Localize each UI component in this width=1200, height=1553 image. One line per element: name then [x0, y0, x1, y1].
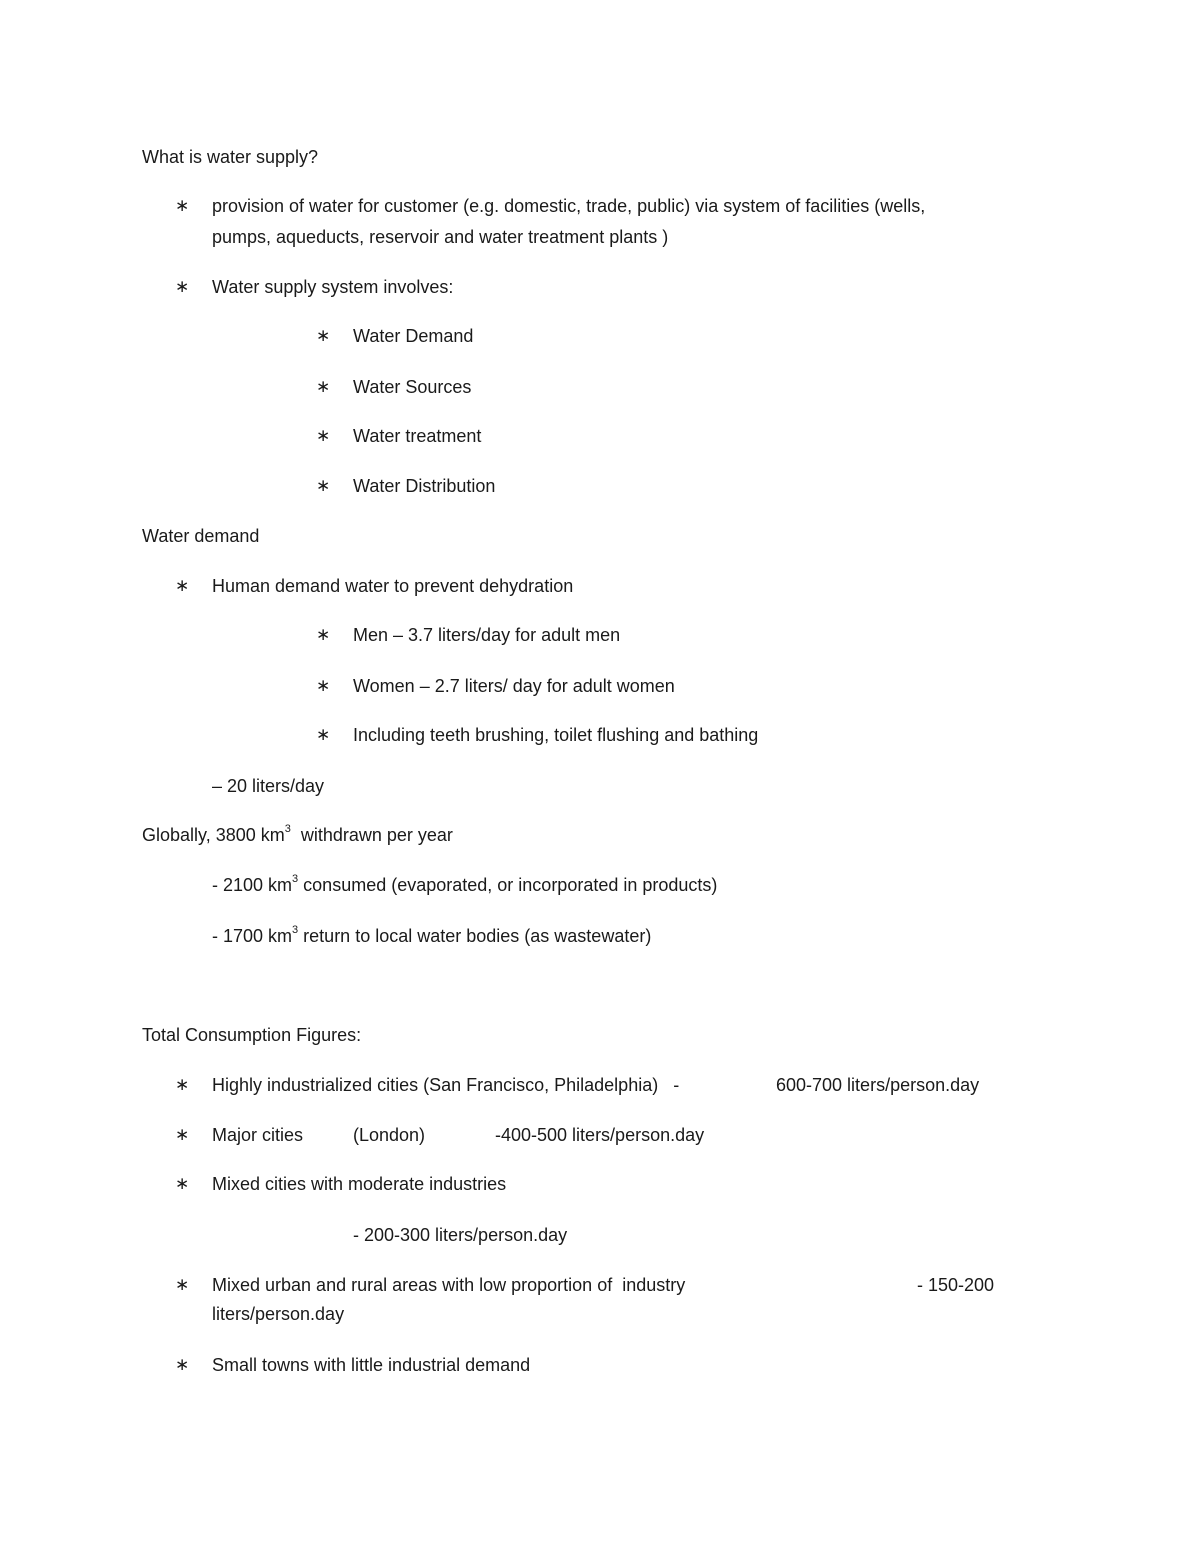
bullet-icon: ∗	[175, 277, 190, 297]
global-withdrawn-suffix: withdrawn per year	[290, 825, 453, 845]
bullet-icon: ∗	[175, 576, 190, 596]
consumption-major-label: Major cities	[212, 1125, 304, 1145]
bullet-icon: ∗	[316, 625, 331, 645]
water-supply-system-involves: Water supply system involves:	[212, 277, 454, 297]
consumption-urban-rural-value: - 150-200	[917, 1275, 995, 1295]
global-withdrawn-sup: 3	[284, 823, 291, 835]
global-return-prefix: - 1700 km	[212, 926, 293, 946]
list-item-water-distribution: Water Distribution	[353, 476, 496, 496]
global-withdrawn-prefix: Globally, 3800 km	[142, 825, 285, 845]
global-withdrawn-line	[142, 823, 453, 847]
bullet-icon: ∗	[316, 326, 331, 346]
consumption-mixed-value: - 200-300 liters/person.day	[353, 1225, 568, 1245]
heading-what-is-water-supply: What is water supply?	[142, 147, 319, 167]
global-consumed-line	[212, 873, 717, 897]
list-item-men: Men – 3.7 liters/day for adult men	[353, 625, 621, 645]
heading-water-demand: Water demand	[142, 526, 260, 546]
bullet-icon: ∗	[175, 1174, 190, 1194]
bullet-icon: ∗	[175, 1355, 190, 1375]
global-consumed-prefix: - 2100 km	[212, 875, 293, 895]
bullet-icon: ∗	[316, 676, 331, 696]
bullet-icon: ∗	[175, 1075, 190, 1095]
human-demand-text: Human demand water to prevent dehydration	[212, 576, 574, 596]
list-item-women: Women – 2.7 liters/ day for adult women	[353, 676, 675, 696]
bullet-icon: ∗	[175, 1275, 190, 1295]
consumption-urban-rural-label: Mixed urban and rural areas with low proportion of industry	[212, 1275, 686, 1295]
list-item-water-treatment: Water treatment	[353, 426, 482, 446]
global-consumed-sup: 3	[292, 873, 299, 885]
list-item-water-demand: Water Demand	[353, 326, 474, 346]
global-consumed-suffix: consumed (evaporated, or incorporated in products)	[298, 875, 718, 895]
water-supply-definition-line2: pumps, aqueducts, reservoir and water treatment plants )	[212, 227, 669, 247]
consumption-industrialized-label: Highly industrialized cities (San Francisco, Philadelphia) -	[212, 1075, 680, 1095]
bullet-icon: ∗	[316, 476, 331, 496]
bullet-icon: ∗	[175, 196, 190, 216]
list-item-including: Including teeth brushing, toilet flushing and bathing	[353, 725, 759, 745]
bullet-icon: ∗	[316, 725, 331, 745]
global-return-line	[212, 924, 651, 948]
consumption-mixed-label: Mixed cities with moderate industries	[212, 1174, 507, 1194]
consumption-industrialized-value: 600-700 liters/person.day	[776, 1075, 980, 1095]
consumption-major-value: -400-500 liters/person.day	[495, 1125, 705, 1145]
consumption-small-towns-label: Small towns with little industrial demand	[212, 1355, 531, 1375]
global-return-suffix: return to local water bodies (as wastewater)	[298, 926, 652, 946]
consumption-urban-rural-cont: liters/person.day	[212, 1304, 345, 1324]
bullet-icon: ∗	[316, 426, 331, 446]
water-supply-definition-line1: provision of water for customer (e.g. domestic, trade, public) via system of facilities (wells,	[212, 196, 926, 216]
heading-total-consumption: Total Consumption Figures:	[142, 1025, 362, 1045]
bullet-icon: ∗	[175, 1125, 190, 1145]
bullet-icon: ∗	[316, 377, 331, 397]
total-per-day: – 20 liters/day	[212, 776, 325, 796]
consumption-major-city: (London)	[353, 1125, 426, 1145]
global-return-sup: 3	[292, 924, 299, 936]
list-item-water-sources: Water Sources	[353, 377, 472, 397]
